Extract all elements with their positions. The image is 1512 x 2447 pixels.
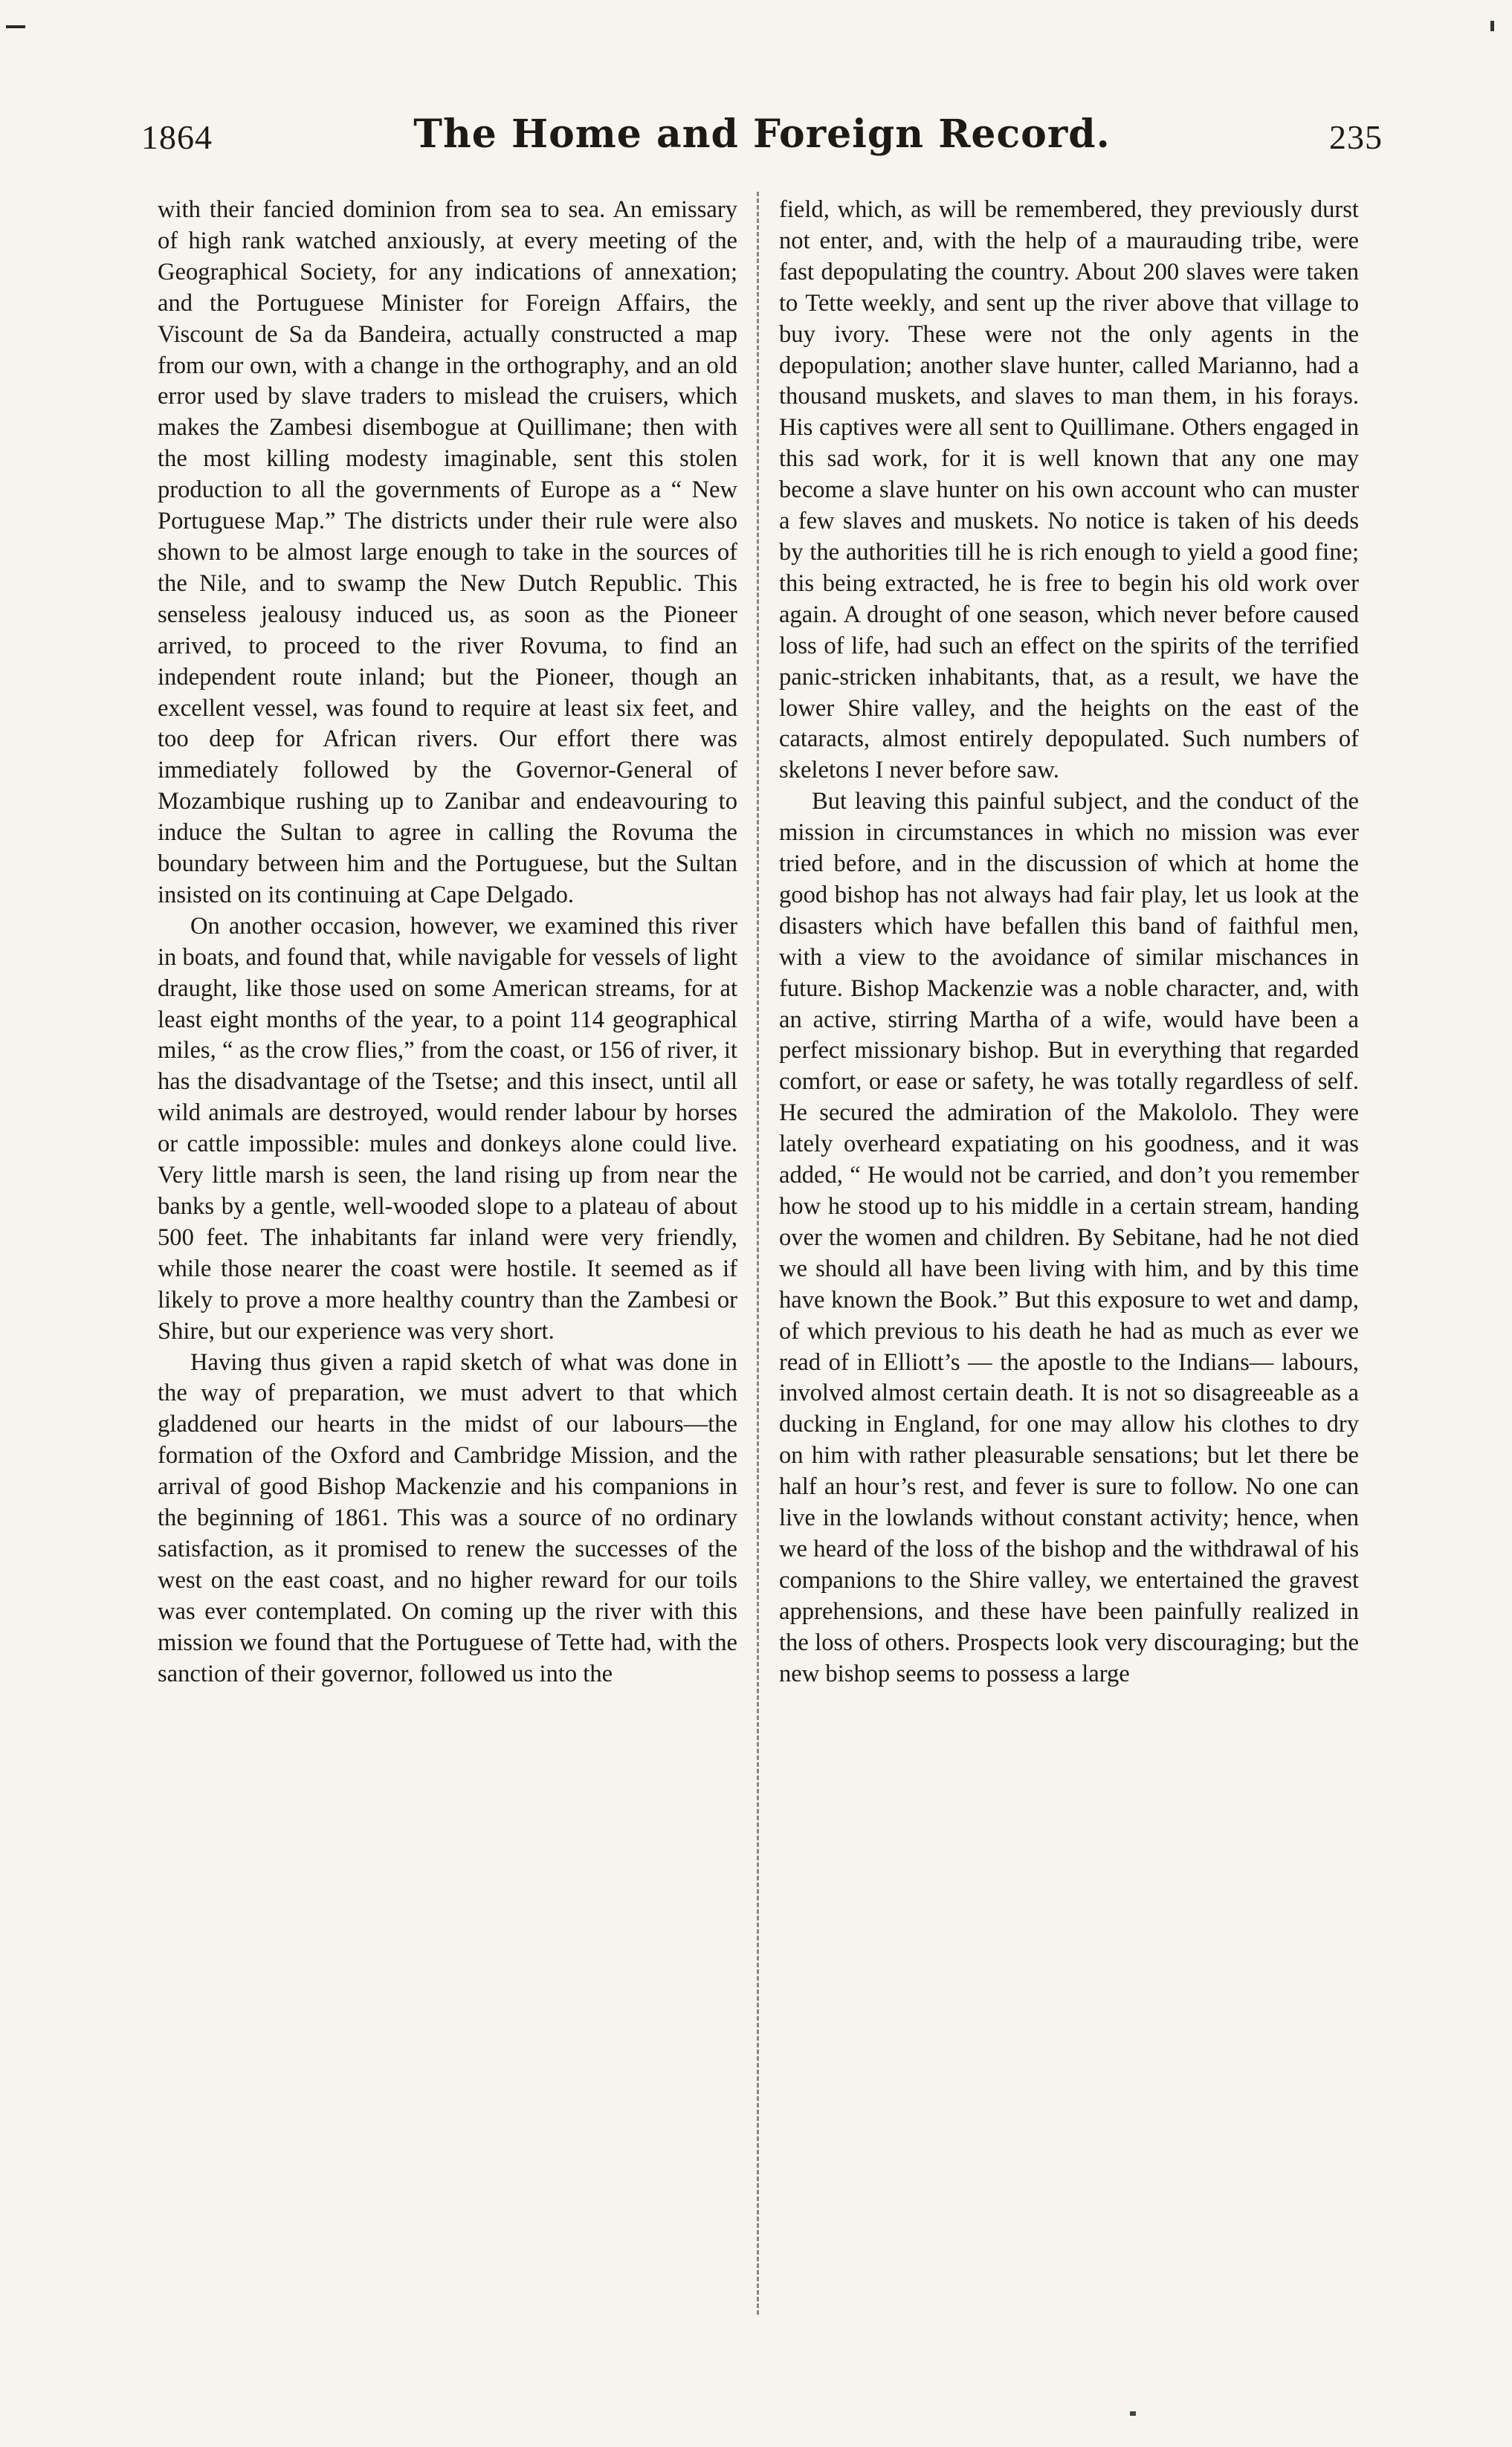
publication-title: The Home and Foreign Record. [413, 111, 1111, 157]
left-column [158, 195, 737, 1690]
column-divider [757, 192, 759, 2315]
page-header [141, 111, 1383, 164]
page-number: 235 [1329, 118, 1383, 156]
paragraph: field, which, as will be remembered, they previously durst not enter, and, with the help of a maurauding tribe, were fast depopulating the country. About 200 slaves were taken to Tette weekly, and sent up the river above that village to buy ivory. These were not the only agents in the depopulation; another slave hunter, called Marianno, had a thousand muskets, and slaves to man them, in his forays. His captives were all sent to Quillimane. Others engaged in this sad work, for it is well known that any one may become a slave hunter on his own account who can muster a few slaves and muskets. No notice is taken of his deeds by the authorities till he is rich enough to yield a good fine; this being extracted, he is free to begin his old work over again. A drought of one season, which never before caused loss of life, had such an effect on the spirits of the terrified panic-stricken inhabitants, that, as a result, we have the lower Shire valley, and the heights on the east of the cataracts, almost entirely depopulated. Such numbers of skeletons I never before saw. [779, 196, 1359, 784]
paragraph: On another occasion, however, we examined this river in boats, and found that, while navigable for vessels of light draught, like those used on some American streams, for at least eight months of the year, to a point 114 geographical miles, “ as the crow flies,” from the coast, or 156 of river, it has the disadvantage of the Tsetse; and this insect, until all wild animals are destroyed, would render labour by horses or cattle impossible: mules and donkeys alone could live. Very little marsh is seen, the land rising up from near the banks by a gentle, well-wooded slope to a plateau of about 500 feet. The inhabitants far inland were very friendly, while those nearer the coast were hostile. It seemed as if likely to prove a more healthy country than the Zambesi or Shire, but our experience was very short. [158, 912, 737, 1345]
right-column [779, 195, 1359, 1690]
paragraph: with their fancied dominion from sea to sea. An emissary of high rank watched anxiously, at every meeting of the Geographical Society, for any indications of annexation; and the Portuguese Minister for Foreign Affairs, the Viscount de Sa da Bandeira, actually constructed a map from our own, with a change in the orthography, and an old error used by slave traders to mislead the cruisers, which makes the Zambesi disembogue at Quillimane; then with the most killing modesty imaginable, sent this stolen production to all the governments of Europe as a “ New Portuguese Map.” The districts under their rule were also shown to be almost large enough to take in the sources of the Nile, and to swamp the New Dutch Republic. This senseless jealousy induced us, as soon as the Pioneer arrived, to proceed to the river Rovuma, to find an independent route inland; but the Pioneer, though an excellent vessel, was found to require at least six feet, and too deep for African rivers. Our effort there was immediately followed by the Governor-General of Mozambique rushing up to Zanibar and endeavouring to induce the Sultan to agree in calling the Rovuma the boundary between him and the Portuguese, but the Sultan insisted on its continuing at Cape Delgado. [158, 196, 737, 908]
margin-speck [1490, 21, 1494, 31]
paragraph: But leaving this painful subject, and the conduct of the mission in circumstances in which no mission was ever tried before, and in the discussion of which at home the good bishop has not always had fair play, let us look at the disasters which have befallen this band of faithful men, with a view to the avoidance of similar mischances in future. Bishop Mackenzie was a noble character, and, with an active, stirring Martha of a wife, would have been a perfect missionary bishop. But in everything that regarded comfort, or ease or safety, he was totally regardless of self. He secured the admiration of the Makololo. They were lately overheard expatiating on his goodness, and it was added, “ He would not be carried, and don’t you remember how he stood up to his middle in a certain stream, handing over the women and children. By Sebitane, had he not died we should all have been living with him, and by this time have known the Book.” But this exposure to wet and damp, of which previous to his death he had as much as ever we read of in Elliott’s — the apostle to the Indians— labours, involved almost certain death. It is not so disagreeable as a ducking in England, for one may allow his clothes to dry on him with rather pleasurable sensations; but let there be half an hour’s rest, and fever is sure to follow. No one can live in the lowlands without constant activity; hence, when we heard of the loss of the bishop and the withdrawal of his companions to the Shire valley, we entertained the gravest apprehensions, and these have been painfully realized in the loss of others. Prospects look very discouraging; but the new bishop seems to possess a large [779, 788, 1359, 1687]
header-year: 1864 [141, 118, 213, 156]
margin-speck [1130, 2411, 1136, 2416]
paragraph: Having thus given a rapid sketch of what was done in the way of preparation, we must advert to that which gladdened our hearts in the midst of our labours—the formation of the Oxford and Cambridge Mission, and the arrival of good Bishop Mackenzie and his companions in the beginning of 1861. This was a source of no ordinary satisfaction, as it promised to renew the successes of the west on the east coast, and no higher reward for our toils was ever contemplated. On coming up the river with this mission we found that the Portuguese of Tette had, with the sanction of their governor, followed us into the [158, 1348, 737, 1687]
margin-mark [6, 25, 25, 28]
